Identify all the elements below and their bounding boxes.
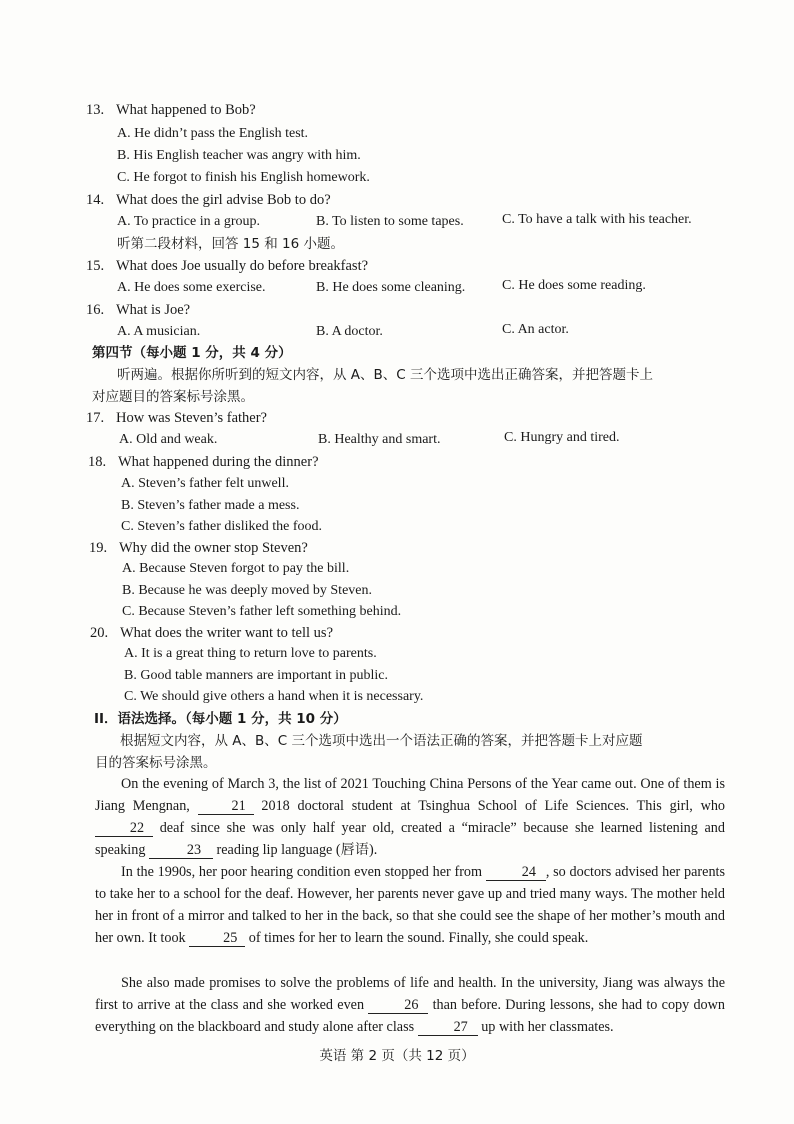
q18-option-c[interactable]: C. Steven’s father disliked the food.: [121, 519, 323, 534]
question-13: [86, 101, 256, 119]
page-footer: 英语 第 2 页（共 12 页）: [319, 1048, 475, 1064]
passage-text: , so doctors advised her parents to take her to a school for the deaf. However, her parents never gave up and tried many ways. The mother held her in front of a mirror and talked to her in the back, so that she could see the shape of her mother’s mouth and her own. It took: [95, 864, 725, 946]
question-number: 15.: [86, 258, 105, 274]
question-19: [89, 539, 308, 557]
q17-option-c[interactable]: C. Hungry and tired.: [504, 430, 620, 445]
q13-option-b[interactable]: B. His English teacher was angry with him.: [117, 148, 361, 163]
section-heading: II．语法选择。（每小题 1 分，共 10 分）: [94, 711, 347, 727]
question-text: What happened during the dinner?: [118, 454, 319, 470]
passage-text: On the evening of March 3, the list of 2021 Touching China Persons of the Year came out. One of them is Jiang Mengnan,: [95, 776, 725, 814]
q13-option-c[interactable]: C. He forgot to finish his English homework.: [117, 170, 370, 185]
blank-23[interactable]: 23: [149, 842, 213, 859]
q16-option-b[interactable]: B. A doctor.: [316, 324, 383, 339]
q20-option-c[interactable]: C. We should give others a hand when it is necessary.: [124, 689, 424, 704]
q15-option-a[interactable]: A. He does some exercise.: [117, 280, 266, 295]
q19-option-b[interactable]: B. Because he was deeply moved by Steven.: [122, 583, 372, 598]
question-16: [86, 301, 190, 319]
q14-option-b[interactable]: B. To listen to some tapes.: [316, 214, 464, 229]
q19-option-c[interactable]: C. Because Steven’s father left something behind.: [122, 604, 402, 619]
section-note: 听第二段材料，回答 15 和 16 小题。: [117, 236, 345, 252]
passage-paragraph-3: [95, 972, 725, 1038]
passage-paragraph-1: [95, 773, 725, 861]
q14-option-c[interactable]: C. To have a talk with his teacher.: [502, 212, 692, 227]
section-instructions: 听两遍。根据你所听到的短文内容，从 A、B、C 三个选项中选出正确答案，并把答题卡上: [117, 367, 654, 383]
question-text: What is Joe?: [116, 302, 191, 318]
passage-text: She also made promises to solve the problems of life and health. In the university, Jiang was always the first to arrive at the class and she worked even: [95, 975, 725, 1013]
q14-option-a[interactable]: A. To practice in a group.: [117, 214, 260, 229]
q16-option-a[interactable]: A. A musician.: [117, 324, 201, 339]
question-number: 16.: [86, 302, 105, 318]
question-14: [86, 191, 331, 209]
blank-21[interactable]: 21: [198, 798, 254, 815]
passage-text: 2018 doctoral student at Tsinghua School of Life Sciences. This girl, who: [261, 798, 726, 814]
q18-option-a[interactable]: A. Steven’s father felt unwell.: [121, 476, 289, 491]
question-number: 17.: [86, 410, 105, 426]
q16-option-c[interactable]: C. An actor.: [502, 322, 569, 337]
passage-text: In the 1990s, her poor hearing condition even stopped her from: [121, 864, 483, 880]
question-20: [90, 624, 333, 642]
question-number: 18.: [88, 454, 107, 470]
question-number: 20.: [90, 625, 109, 641]
q20-option-b[interactable]: B. Good table manners are important in public.: [124, 668, 388, 683]
q13-option-a[interactable]: A. He didn’t pass the English test.: [117, 126, 309, 141]
passage-text: of times for her to learn the sound. Finally, she could speak.: [248, 930, 589, 946]
passage-text: reading lip language (唇语).: [216, 842, 378, 858]
blank-26[interactable]: 26: [368, 997, 428, 1014]
question-text: How was Steven’s father?: [116, 410, 267, 426]
blank-27[interactable]: 27: [418, 1019, 478, 1036]
q17-option-a[interactable]: A. Old and weak.: [119, 432, 218, 447]
q17-option-b[interactable]: B. Healthy and smart.: [318, 432, 441, 447]
question-text: What does Joe usually do before breakfast?: [116, 258, 369, 274]
question-text: Why did the owner stop Steven?: [119, 540, 308, 556]
passage-text: deaf since she was only half year old, created a “miracle” because she learned listening and speaking: [95, 820, 725, 858]
passage-text: up with her classmates.: [481, 1019, 614, 1035]
question-text: What does the writer want to tell us?: [120, 625, 334, 641]
passage-paragraph-2: [95, 861, 725, 949]
question-18: [88, 453, 319, 471]
q19-option-a[interactable]: A. Because Steven forgot to pay the bill.: [122, 561, 350, 576]
q15-option-c[interactable]: C. He does some reading.: [502, 278, 646, 293]
section-instructions: 目的答案标号涂黑。: [95, 755, 217, 771]
passage-text: than before. During lessons, she had to copy down everything on the blackboard and study alone after class: [95, 997, 725, 1035]
question-text: What does the girl advise Bob to do?: [116, 192, 331, 208]
question-number: 14.: [86, 192, 105, 208]
question-17: [86, 409, 267, 427]
q18-option-b[interactable]: B. Steven’s father made a mess.: [121, 498, 300, 513]
question-15: [86, 257, 368, 275]
blank-24[interactable]: 24: [486, 864, 546, 881]
blank-25[interactable]: 25: [189, 930, 245, 947]
section-instructions: 根据短文内容，从 A、B、C 三个选项中选出一个语法正确的答案，并把答题卡上对应题: [120, 733, 643, 749]
q15-option-b[interactable]: B. He does some cleaning.: [316, 280, 466, 295]
section-heading: 第四节（每小题 1 分，共 4 分）: [92, 345, 292, 361]
section-instructions: 对应题目的答案标号涂黑。: [92, 389, 254, 405]
question-text: What happened to Bob?: [116, 102, 256, 118]
q20-option-a[interactable]: A. It is a great thing to return love to parents.: [124, 646, 377, 661]
question-number: 13.: [86, 102, 105, 118]
question-number: 19.: [89, 540, 108, 556]
blank-22[interactable]: 22: [95, 820, 153, 837]
